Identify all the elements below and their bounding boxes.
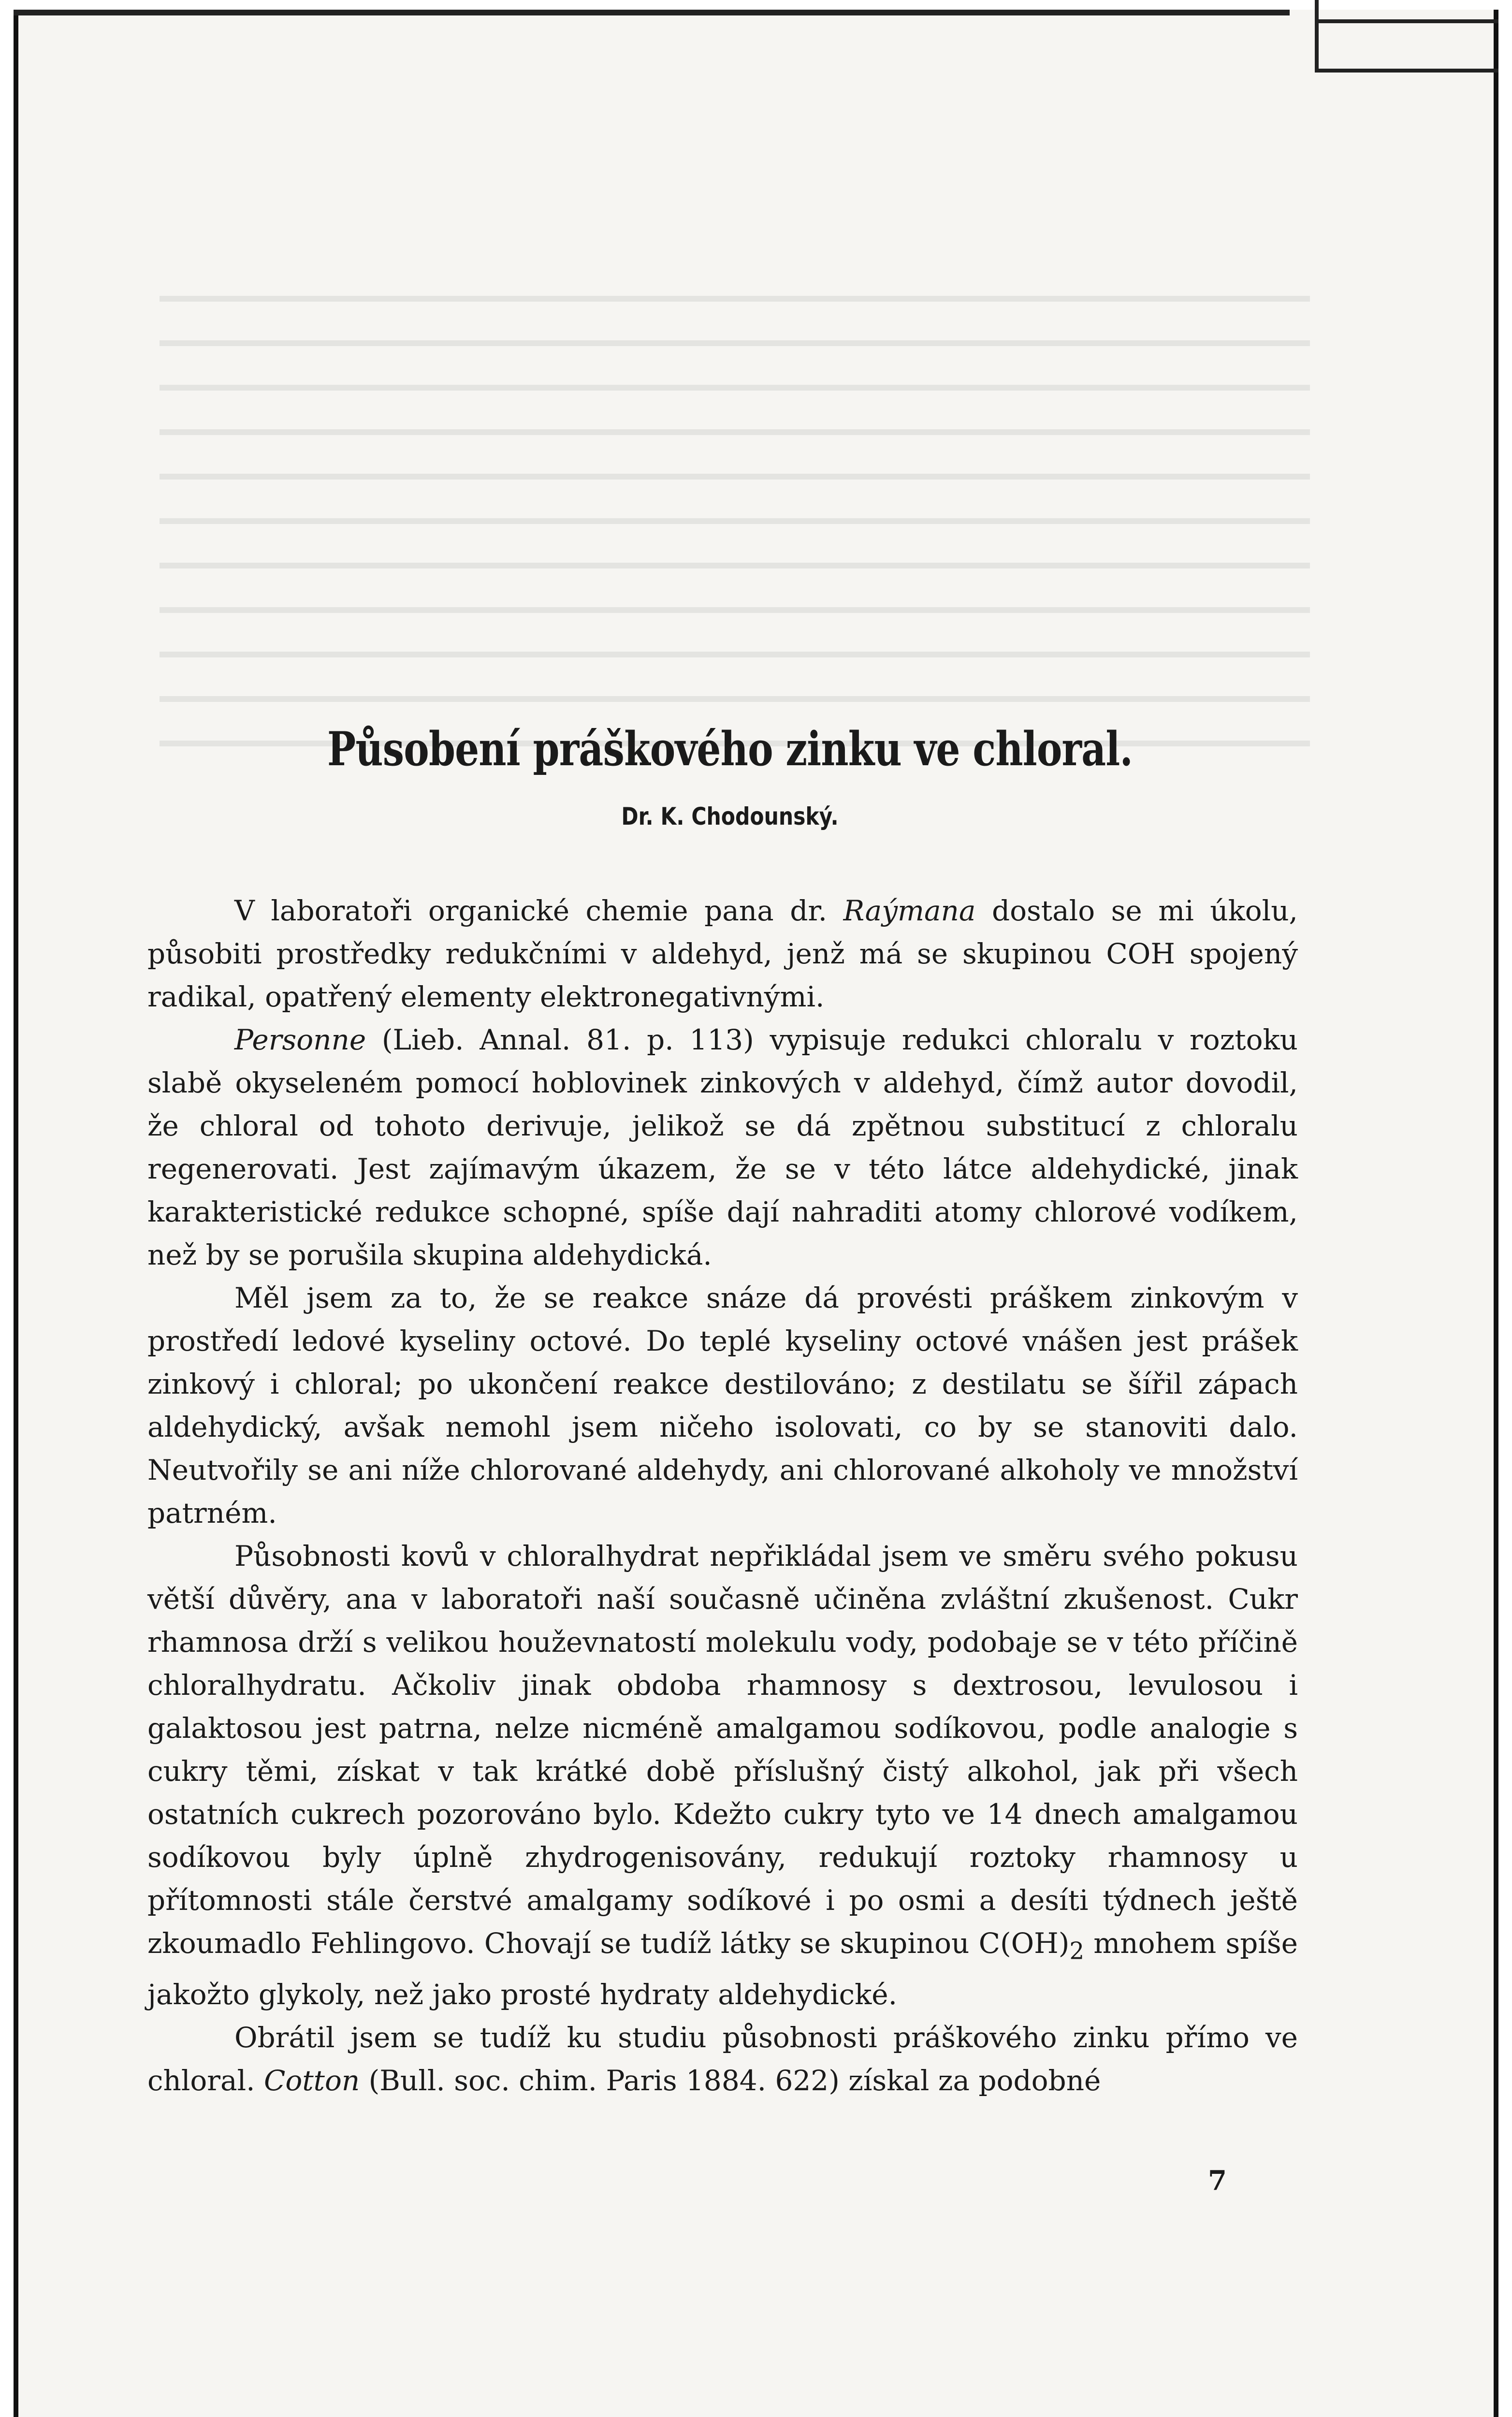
article-header [145, 715, 1315, 830]
text-run: Obrátil jsem se tudíž ku studiu působnosti práškového zinku přímo ve chloral. [147, 2021, 1298, 2097]
show-through-text [160, 271, 1310, 764]
text-run: dostalo se mi úkolu, působiti prostředky redukčními v aldehyd, jenž má se skupinou COH spojený radikal, opatřený elementy elektronegativnými. [147, 894, 1298, 1013]
page-number: 7 [1208, 2165, 1227, 2197]
paragraph-1 [147, 889, 1298, 1019]
text-run: (Lieb. Annal. 81. p. 113) vypisuje redukci chloralu v roztoku slabě okyseleném pomocí hoblovinek zinkových v aldehyd, čímž autor dovodil, že chloral od tohoto derivuje, jelikož se dá zpětnou substitucí z chloralu regenerovati. Jest zajímavým úkazem, že se v této látce aldehydické, jinak karakteristické redukce schopné, spíše dají nahraditi atomy chlorové vodíkem, než by se porušila skupina aldehydická. [147, 1023, 1298, 1271]
italic-name: Personne [234, 1023, 366, 1056]
subscript: 2 [1069, 1937, 1085, 1965]
paragraph-2 [147, 1019, 1298, 1277]
article-title: Působení práškového zinku ve chloral. [327, 722, 1133, 776]
scan-corner-line [1315, 19, 1498, 23]
text-run: (Bull. soc. chim. Paris 1884. 622) získal za podobné [360, 2064, 1101, 2097]
article-author: Dr. K. Chodounský. [621, 802, 839, 830]
text-run: Měl jsem za to, že se reakce snáze dá provésti práškem zinkovým v prostředí ledové kyseliny octové. Do teplé kyseliny octové vnášen jest prášek zinkový i chloral; po ukončení reakce destilováno; z destilatu se šířil zápach aldehydický, avšak nemohl jsem ničeho isolovati, co by se stanoviti dalo. Neutvořily se ani níže chlorované aldehydy, ani chlorované alkoholy ve množství patrném. [147, 1281, 1298, 1529]
italic-name: Cotton [264, 2064, 360, 2097]
text-run: Působnosti kovů v chloralhydrat nepřikládal jsem ve směru svého pokusu větší důvěry, ana v laboratoři naší současně učiněna zvláštní zkušenost. Cukr rhamnosa drží s velikou houževnatostí molekulu vody, podobaje se v této příčině chloralhydratu. Ačkoliv jinak obdoba rhamnosy s dextrosou, levulosou i galaktosou jest patrna, nelze nicméně amalgamou sodíkovou, podle analogie s cukry těmi, získat v tak krátké době příslušný čistý alkohol, jak při všech ostatních cukrech pozorováno bylo. Kdežto cukry tyto ve 14 dnech amalgamou sodíkovou byly úplně zhydrogenisovány, redukují roztoky rhamnosy u přítomnosti stále čerstvé amalgamy sodíkové i po osmi a desíti týdnech ještě zkoumadlo Fehlingovo. Chovají se tudíž látky se skupinou C(OH) [147, 1540, 1298, 1960]
italic-name: Raýmana [843, 894, 976, 927]
scan-corner-mark [1315, 0, 1498, 73]
text-run: V laboratoři organické chemie pana dr. [234, 894, 843, 927]
paragraph-3 [147, 1277, 1298, 1535]
text-run: mnohem spíše jakožto glykoly, než jako prosté hydraty aldehydické. [147, 1927, 1298, 2011]
paragraph-5 [147, 2016, 1298, 2102]
scan-edge-top [14, 10, 1290, 15]
article-body [147, 889, 1298, 2102]
paragraph-4 [147, 1535, 1298, 2016]
